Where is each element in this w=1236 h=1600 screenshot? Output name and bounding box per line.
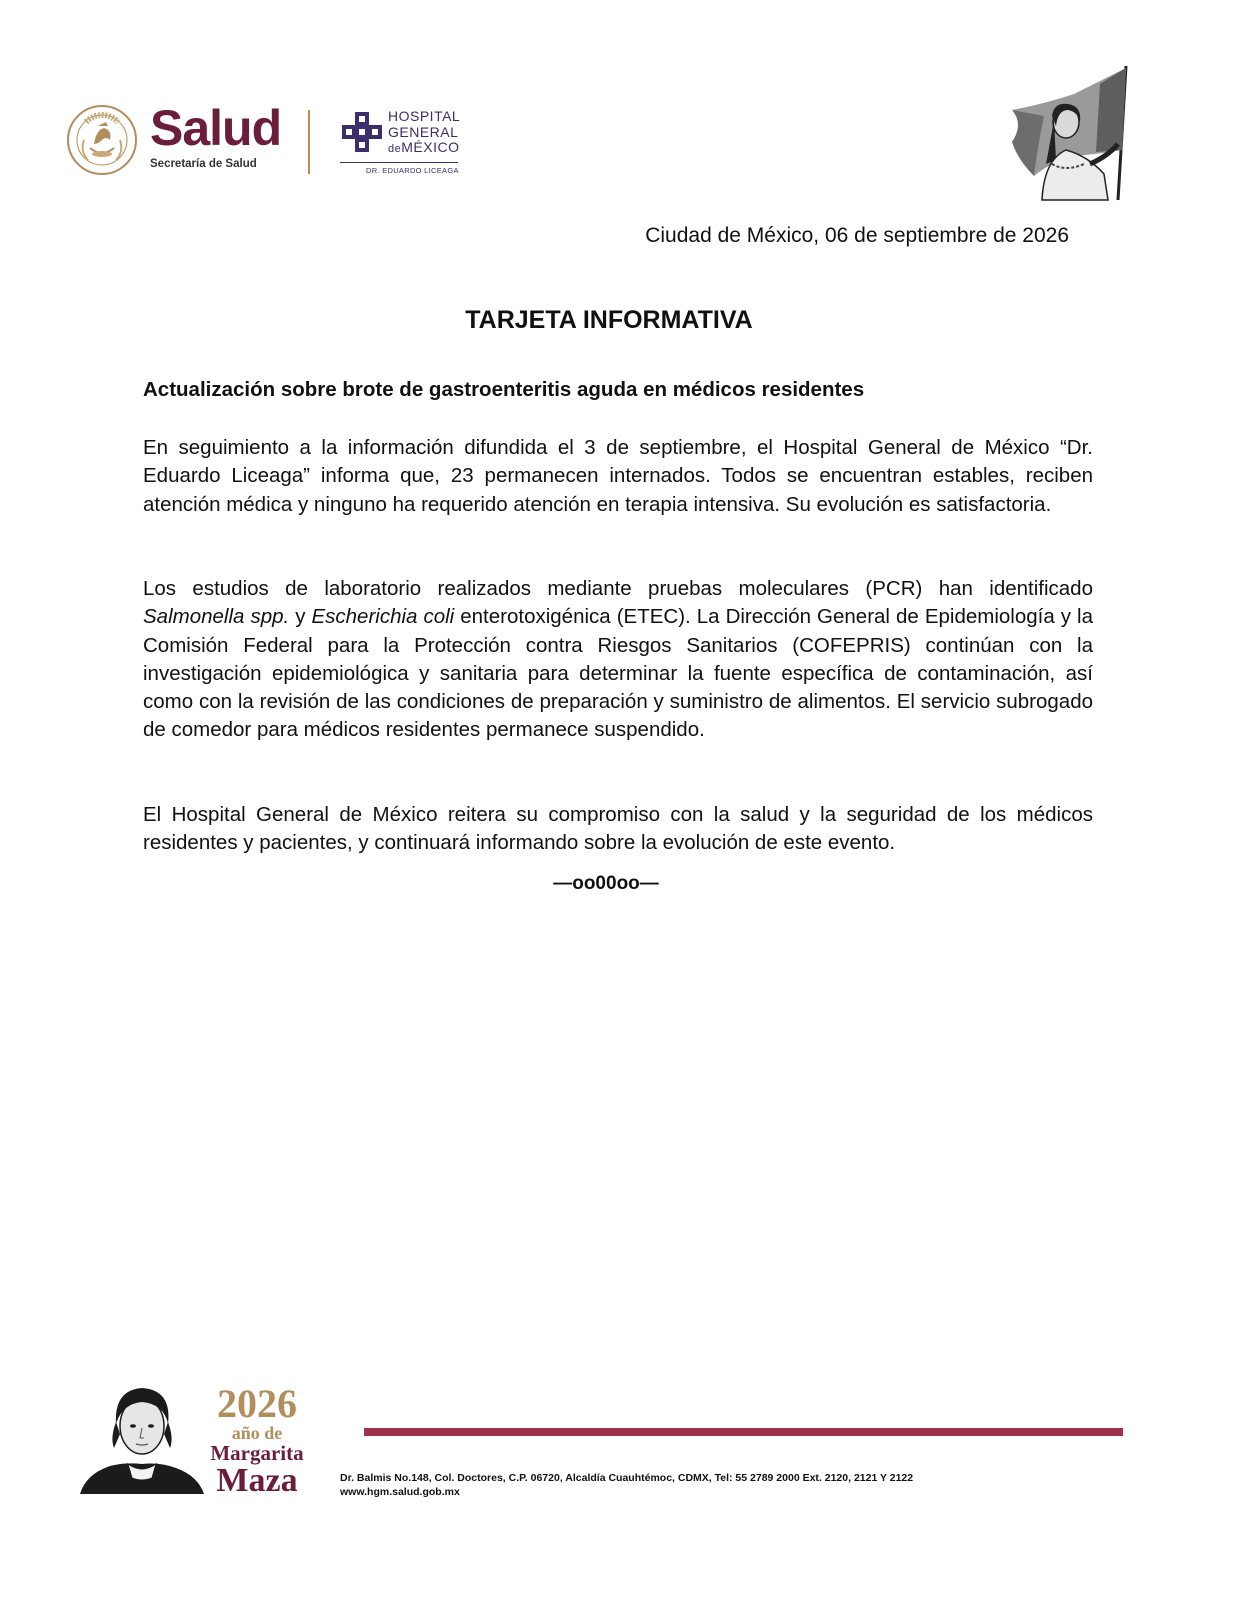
paragraph-2-salmonella: Salmonella spp. — [143, 605, 290, 629]
footer-website-link[interactable]: www.hgm.salud.gob.mx — [340, 1486, 460, 1498]
closing-mark: —oo00oo— — [553, 873, 659, 894]
paragraph-2-part-1: Los estudios de laboratorio realizados mediante pruebas moleculares (PCR) han identificado — [143, 577, 1093, 600]
paragraph-2-part-3: enterotoxigénica (ETEC). La Dirección General de Epidemiología y la Comisión Federal para la Protección contra Riesgos Sanitarios (COFEPRIS) continúan con la investigación epidemiológica y sanitaria para determinar la fuente específica de contaminación, así como con la revisión de las condiciones de preparación y suministro de alimentos. El servicio subrogado de comedor para médicos residentes permanece suspendido. — [143, 605, 1093, 742]
hospital-logo-subtitle: DR. EDUARDO LICEAGA — [366, 166, 459, 175]
hospital-name-line3 — [388, 140, 460, 158]
woman-with-flag-illustration — [1004, 64, 1138, 204]
hospital-name-line2: GENERAL — [388, 123, 459, 140]
hospital-logo-rule — [340, 162, 458, 163]
document-subject: Actualización sobre brote de gastroenteritis aguda en médicos residentes — [143, 378, 865, 401]
footer-color-bar — [364, 1428, 1123, 1436]
hospital-logo-name — [388, 109, 460, 158]
paragraph-3: El Hospital General de México reitera su compromiso con la salud y la seguridad de los médicos residentes y pacientes, y continuará informando sobre la evolución de este evento. — [143, 803, 1093, 855]
paragraph-1: En seguimiento a la información difundida el 3 de septiembre, el Hospital General de México “Dr. Eduardo Liceaga” informa que, 23 permanecen internados. Todos se encuentran estables, reciben atención médica y ninguno ha requerido atención en terapia intensiva. Su evolución es satisfactoria. — [143, 436, 1093, 516]
salud-logo-word: Salud — [150, 100, 282, 156]
year-honoree-name: Margarita — [210, 1441, 304, 1465]
mexican-coat-of-arms-seal-icon — [66, 104, 138, 176]
year-commemoration-logo — [206, 1381, 308, 1499]
paragraph-2 — [143, 575, 1093, 745]
year-de-label: año de — [231, 1423, 283, 1443]
paragraph-2-escherichia: Escherichia coli — [311, 605, 455, 629]
document-date: Ciudad de México, 06 de septiembre de 2026 — [645, 224, 1069, 247]
document-title: TARJETA INFORMATIVA — [465, 306, 753, 334]
footer-address: Dr. Balmis No.148, Col. Doctores, C.P. 06720, Alcaldía Cuauhtémoc, CDMX, Tel: 55 2789 2000 Ext. 2120, 2121 Y 2122 — [340, 1472, 914, 1484]
year-honoree-surname: Maza — [216, 1462, 298, 1499]
salud-logo-subtitle: Secretaría de Salud — [150, 158, 257, 170]
margarita-maza-portrait-illustration — [80, 1378, 204, 1494]
header-divider — [308, 110, 310, 174]
hospital-cross-logo-icon — [340, 110, 384, 154]
paragraph-2-part-2: y — [289, 605, 312, 629]
hospital-name-line1: HOSPITAL — [388, 108, 461, 124]
hospital-name-line3-main: MÉXICO — [401, 139, 460, 155]
hospital-name-line3-prefix: de — [388, 143, 402, 155]
year-number: 2026 — [217, 1381, 297, 1426]
